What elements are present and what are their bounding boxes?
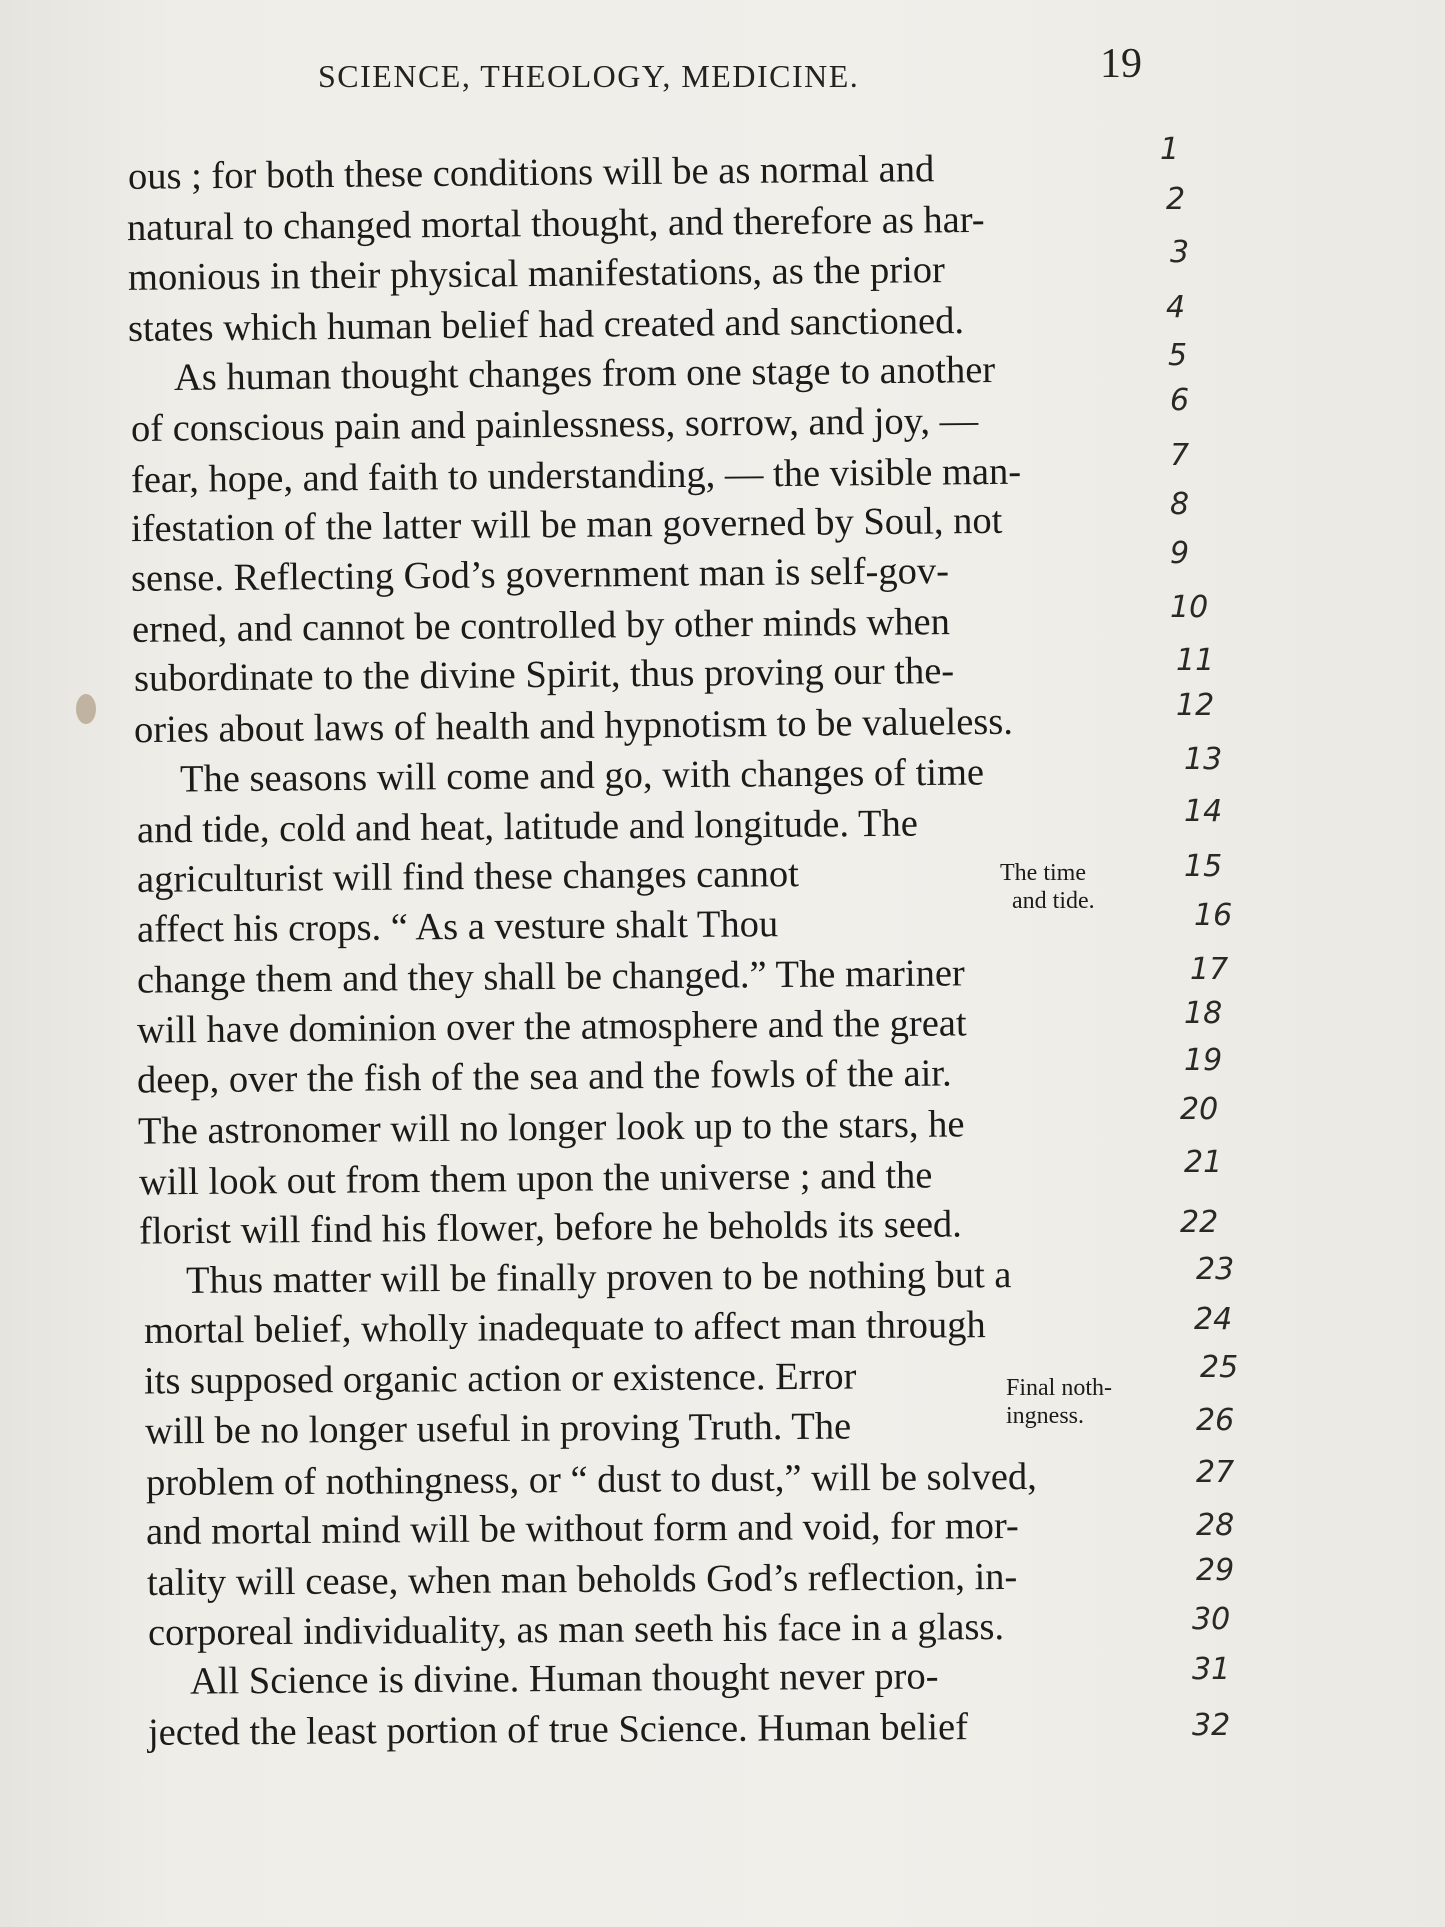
line-number: 21 xyxy=(1184,1145,1223,1180)
text-line: fear, hope, and faith to understanding, — the visible man- xyxy=(130,450,1022,502)
text-line: monious in their physical manifestations, as the prior xyxy=(127,249,946,299)
text-line: subordinate to the divine Spirit, thus proving our the- xyxy=(133,650,955,700)
line-number: 23 xyxy=(1196,1252,1235,1287)
marginal-note-line: ingness. xyxy=(1006,1402,1084,1429)
line-number: 13 xyxy=(1184,742,1223,777)
text-line: erned, and cannot be controlled by other minds when xyxy=(131,601,951,651)
page-number: 19 xyxy=(1100,41,1142,87)
line-number: 18 xyxy=(1184,996,1223,1031)
line-number: 32 xyxy=(1192,1708,1231,1743)
line-number: 31 xyxy=(1192,1652,1231,1687)
text-line: deep, over the fish of the sea and the fowls of the air. xyxy=(136,1052,952,1102)
text-line: tality will cease, when man beholds God’s reflection, in- xyxy=(146,1555,1018,1605)
line-number: 28 xyxy=(1196,1508,1235,1543)
line-number: 2 xyxy=(1166,182,1186,217)
marginal-note-line: The time xyxy=(1000,860,1086,886)
marginal-note-line: Final noth- xyxy=(1006,1375,1112,1401)
paper-stain xyxy=(76,694,96,724)
line-number: 30 xyxy=(1192,1602,1231,1637)
text-line: and mortal mind will be without form and void, for mor- xyxy=(145,1504,1019,1554)
line-number: 27 xyxy=(1196,1455,1235,1490)
text-line: sense. Reflecting God’s government man is self-gov- xyxy=(130,550,950,600)
line-number: 6 xyxy=(1170,383,1190,418)
marginal-note-final-nothingness xyxy=(1006,1375,1112,1430)
line-number: 15 xyxy=(1184,849,1223,884)
text-line: jected the least portion of true Science. Human belief xyxy=(147,1706,969,1754)
text-line: agriculturist will find these changes cannot xyxy=(136,853,799,901)
text-line: its supposed organic action or existence. Error xyxy=(143,1355,857,1403)
text-line: problem of nothingness, or “ dust to dust,” will be solved, xyxy=(145,1455,1037,1505)
marginal-note-time-and-tide xyxy=(1000,860,1095,915)
line-number: 11 xyxy=(1176,643,1215,678)
running-head: SCIENCE, THEOLOGY, MEDICINE. xyxy=(318,58,860,94)
line-number: 25 xyxy=(1200,1350,1239,1385)
text-line: and tide, cold and heat, latitude and longitude. The xyxy=(136,802,918,852)
text-line: will be no longer useful in proving Truth. The xyxy=(144,1405,852,1453)
line-number: 5 xyxy=(1168,338,1188,373)
text-line: corporeal individuality, as man seeth his face in a glass. xyxy=(147,1606,1005,1654)
line-number: 29 xyxy=(1196,1553,1235,1588)
text-line: of conscious pain and painlessness, sorrow, and joy, — xyxy=(130,399,979,451)
line-number: 26 xyxy=(1196,1403,1235,1438)
line-number: 10 xyxy=(1170,590,1209,625)
line-number: 16 xyxy=(1194,898,1233,933)
line-number: 4 xyxy=(1166,290,1186,325)
text-line: Thus matter will be finally proven to be nothing but a xyxy=(185,1254,1012,1302)
text-line: florist will find his flower, before he beholds its seed. xyxy=(138,1203,962,1253)
line-number: 19 xyxy=(1184,1043,1223,1078)
text-line: states which human belief had created and sanctioned. xyxy=(127,299,965,351)
text-line: will have dominion over the atmosphere and the great xyxy=(136,1002,967,1052)
text-line: natural to changed mortal thought, and therefore as har- xyxy=(126,198,985,250)
text-line: All Science is divine. Human thought never pro- xyxy=(189,1655,939,1703)
text-line: ories about laws of health and hypnotism to be valueless. xyxy=(133,700,1014,752)
text-line: As human thought changes from one stage to another xyxy=(173,349,996,399)
line-number: 20 xyxy=(1180,1092,1219,1127)
line-number: 9 xyxy=(1170,536,1190,571)
line-number: 22 xyxy=(1180,1205,1219,1240)
line-number: 7 xyxy=(1170,438,1190,473)
text-line: ous ; for both these conditions will be as normal and xyxy=(127,148,935,198)
text-line: The seasons will come and go, with changes of time xyxy=(179,751,985,801)
line-number: 17 xyxy=(1190,952,1229,987)
line-number: 1 xyxy=(1160,132,1180,167)
line-number: 3 xyxy=(1170,235,1190,270)
text-line: The astronomer will no longer look up to the stars, he xyxy=(137,1103,965,1153)
text-line: affect his crops. “ As a vesture shalt Thou xyxy=(136,903,779,951)
text-line: change them and they shall be changed.” The mariner xyxy=(136,952,965,1002)
line-number: 24 xyxy=(1194,1302,1233,1337)
line-number: 8 xyxy=(1170,487,1190,522)
text-line: ifestation of the latter will be man governed by Soul, not xyxy=(130,499,1003,551)
line-number: 14 xyxy=(1184,794,1223,829)
text-line: will look out from them upon the universe ; and the xyxy=(138,1154,933,1204)
line-number: 12 xyxy=(1176,688,1215,723)
text-line: mortal belief, wholly inadequate to affect man through xyxy=(143,1304,986,1352)
marginal-note-line: and tide. xyxy=(1012,887,1095,914)
